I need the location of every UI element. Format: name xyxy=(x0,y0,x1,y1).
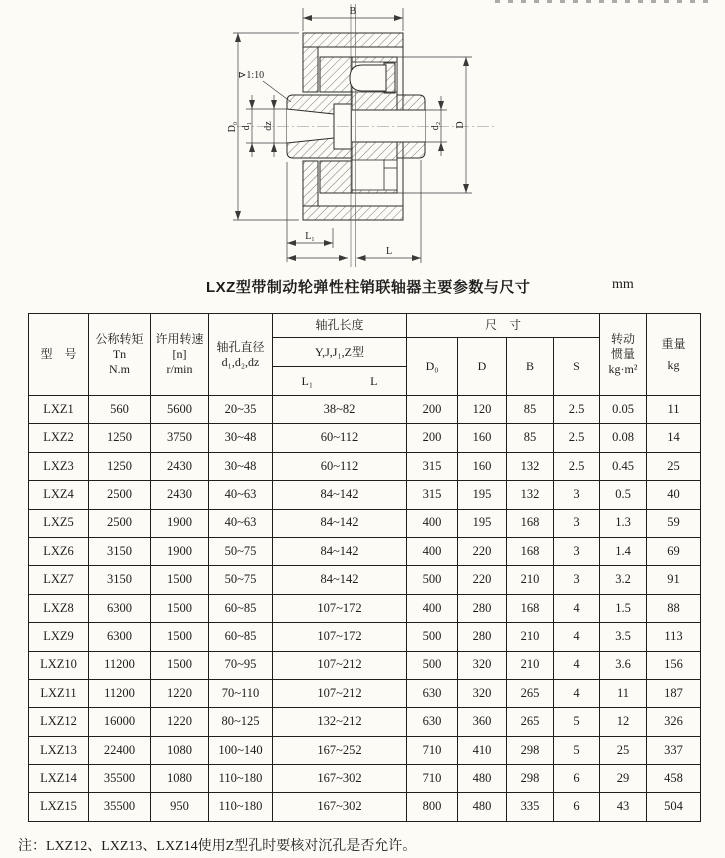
cell-weight: 40 xyxy=(647,481,701,509)
table-row xyxy=(29,481,701,509)
cell-inertia: 3.2 xyxy=(600,566,647,594)
cell-S: 4 xyxy=(554,651,600,679)
header-torque-line2: N.m xyxy=(109,362,130,376)
cell-D0: 710 xyxy=(407,736,458,764)
header-bore-length-types: Y,J,J₁,Z型 xyxy=(273,338,407,367)
page-title: LXZ型带制动轮弹性柱销联轴器主要参数与尺寸 xyxy=(206,279,531,296)
cell-S: 2.5 xyxy=(554,396,600,424)
cell-speed: 1500 xyxy=(151,651,209,679)
cell-model: LXZ1 xyxy=(29,396,89,424)
cell-weight: 458 xyxy=(647,765,701,793)
dim-label-D: D xyxy=(455,121,466,129)
cell-weight: 88 xyxy=(647,594,701,622)
cell-D: 220 xyxy=(458,566,507,594)
cell-bore-diameter: 50~75 xyxy=(209,566,273,594)
cell-torque: 560 xyxy=(89,396,151,424)
cell-inertia: 1.4 xyxy=(600,537,647,565)
header-torque-line1: 公称转矩Tn xyxy=(95,332,144,361)
cell-torque: 6300 xyxy=(89,623,151,651)
header-weight-line2: kg xyxy=(667,357,680,372)
cell-D0: 630 xyxy=(407,708,458,736)
cell-speed: 2430 xyxy=(151,452,209,480)
cell-bore-diameter: 110~180 xyxy=(209,793,273,821)
cell-weight: 156 xyxy=(647,651,701,679)
cell-D: 195 xyxy=(458,481,507,509)
table-row xyxy=(29,424,701,452)
cell-D: 480 xyxy=(458,765,507,793)
cell-inertia: 3.6 xyxy=(600,651,647,679)
taper-leader xyxy=(263,81,291,102)
cell-B: 132 xyxy=(507,452,554,480)
header-weight-line1: 重量 xyxy=(661,336,686,351)
cell-bore-length: 84~142 xyxy=(273,509,407,537)
header-bore-dia-line2: d₁,d₂,dz xyxy=(221,354,260,369)
cell-B: 168 xyxy=(507,537,554,565)
cell-weight: 11 xyxy=(647,396,701,424)
dim-label-B: B xyxy=(349,6,357,17)
cell-bore-length: 84~142 xyxy=(273,566,407,594)
cell-torque: 16000 xyxy=(89,708,151,736)
cell-bore-length: 107~212 xyxy=(273,679,407,707)
cell-D0: 500 xyxy=(407,651,458,679)
cell-inertia: 0.08 xyxy=(600,424,647,452)
header-dim-S: S xyxy=(554,338,600,396)
left-flange-upper xyxy=(320,57,352,92)
cell-inertia: 1.3 xyxy=(600,509,647,537)
cell-inertia: 12 xyxy=(600,708,647,736)
cell-bore-length: 167~302 xyxy=(273,793,407,821)
table-row xyxy=(29,537,701,565)
cell-speed: 1500 xyxy=(151,566,209,594)
cell-weight: 504 xyxy=(647,793,701,821)
cell-D0: 400 xyxy=(407,537,458,565)
cell-B: 335 xyxy=(507,793,554,821)
cell-bore-length: 60~112 xyxy=(273,452,407,480)
cell-bore-diameter: 70~95 xyxy=(209,651,273,679)
cell-speed: 1080 xyxy=(151,765,209,793)
cell-D0: 200 xyxy=(407,424,458,452)
header-dim-D: D xyxy=(458,338,507,396)
cell-speed: 2430 xyxy=(151,481,209,509)
dim-label-L: L xyxy=(385,246,393,257)
cell-B: 132 xyxy=(507,481,554,509)
header-speed-line2: [n] xyxy=(172,347,187,361)
cell-model: LXZ15 xyxy=(29,793,89,821)
cell-torque: 3150 xyxy=(89,537,151,565)
right-bore xyxy=(352,110,425,142)
cell-bore-length: 167~302 xyxy=(273,765,407,793)
header-speed xyxy=(151,314,209,396)
cell-bore-diameter: 50~75 xyxy=(209,537,273,565)
cell-D: 280 xyxy=(458,594,507,622)
header-dim-B: B xyxy=(507,338,554,396)
cell-bore-length: 167~252 xyxy=(273,736,407,764)
cell-inertia: 11 xyxy=(600,679,647,707)
cell-bore-length: 84~142 xyxy=(273,481,407,509)
cell-D: 120 xyxy=(458,396,507,424)
cell-speed: 1500 xyxy=(151,594,209,622)
header-bore-diameter xyxy=(209,314,273,396)
cell-bore-diameter: 40~63 xyxy=(209,481,273,509)
cell-B: 265 xyxy=(507,708,554,736)
table-row xyxy=(29,452,701,480)
cell-D: 195 xyxy=(458,509,507,537)
cell-S: 6 xyxy=(554,793,600,821)
cell-S: 3 xyxy=(554,481,600,509)
cell-weight: 113 xyxy=(647,623,701,651)
header-model xyxy=(29,314,89,396)
header-weight xyxy=(647,314,701,396)
dim-label-d1: d₁ xyxy=(241,121,252,131)
cell-model: LXZ4 xyxy=(29,481,89,509)
cell-weight: 337 xyxy=(647,736,701,764)
header-dimensions: 尺 寸 xyxy=(407,314,600,338)
cell-D: 480 xyxy=(458,793,507,821)
cell-S: 4 xyxy=(554,679,600,707)
cell-bore-diameter: 100~140 xyxy=(209,736,273,764)
table-row xyxy=(29,651,701,679)
table-row xyxy=(29,623,701,651)
cell-B: 210 xyxy=(507,651,554,679)
cell-bore-diameter: 70~110 xyxy=(209,679,273,707)
cell-model: LXZ6 xyxy=(29,537,89,565)
cell-S: 2.5 xyxy=(554,452,600,480)
cell-bore-length: 60~112 xyxy=(273,424,407,452)
cell-inertia: 0.45 xyxy=(600,452,647,480)
cell-D: 160 xyxy=(458,424,507,452)
cell-bore-diameter: 60~85 xyxy=(209,594,273,622)
header-speed-line3: r/min xyxy=(166,362,193,376)
coupling-section-drawing xyxy=(0,0,725,272)
footnote: 注：LXZ12、LXZ13、LXZ14使用Z型孔时要核对沉孔是否允许。 xyxy=(18,839,417,854)
table-row xyxy=(29,793,701,821)
left-bore xyxy=(287,109,334,143)
header-bore-length-l1-l xyxy=(273,367,407,396)
header-L: L xyxy=(370,373,378,388)
cell-D: 320 xyxy=(458,651,507,679)
cell-torque: 6300 xyxy=(89,594,151,622)
cell-S: 3 xyxy=(554,566,600,594)
cell-bore-diameter: 80~125 xyxy=(209,708,273,736)
left-flange-lower xyxy=(320,161,352,193)
header-bore-length: 轴孔长度 xyxy=(273,314,407,338)
cell-D: 410 xyxy=(458,736,507,764)
cell-S: 4 xyxy=(554,594,600,622)
cell-bore-diameter: 30~48 xyxy=(209,424,273,452)
cell-weight: 91 xyxy=(647,566,701,594)
cell-speed: 1500 xyxy=(151,623,209,651)
cell-torque: 1250 xyxy=(89,452,151,480)
cell-inertia: 0.05 xyxy=(600,396,647,424)
cell-B: 210 xyxy=(507,566,554,594)
cell-torque: 1250 xyxy=(89,424,151,452)
cell-bore-diameter: 40~63 xyxy=(209,509,273,537)
cell-speed: 950 xyxy=(151,793,209,821)
cell-weight: 25 xyxy=(647,452,701,480)
cell-inertia: 25 xyxy=(600,736,647,764)
table-body xyxy=(29,396,701,822)
cell-B: 85 xyxy=(507,424,554,452)
unit-label: mm xyxy=(612,277,634,292)
cell-speed: 1900 xyxy=(151,509,209,537)
cell-torque: 22400 xyxy=(89,736,151,764)
dim-label-d2: d₂ xyxy=(430,121,441,131)
pin-bullet xyxy=(350,65,386,91)
cell-weight: 59 xyxy=(647,509,701,537)
cell-B: 168 xyxy=(507,509,554,537)
cell-B: 85 xyxy=(507,396,554,424)
table-row xyxy=(29,736,701,764)
dim-label-L1: L₁ xyxy=(305,231,315,242)
cell-model: LXZ3 xyxy=(29,452,89,480)
cell-inertia: 1.5 xyxy=(600,594,647,622)
cell-bore-diameter: 60~85 xyxy=(209,623,273,651)
cell-D0: 400 xyxy=(407,594,458,622)
cell-D: 320 xyxy=(458,679,507,707)
cell-D: 220 xyxy=(458,537,507,565)
cell-weight: 69 xyxy=(647,537,701,565)
header-L1: L₁ xyxy=(301,373,314,388)
cell-model: LXZ12 xyxy=(29,708,89,736)
cell-B: 210 xyxy=(507,623,554,651)
cell-torque: 11200 xyxy=(89,679,151,707)
drum-web-upper xyxy=(303,47,318,92)
pin-pocket-bottom xyxy=(352,160,397,190)
header-model-label: 型 号 xyxy=(40,347,77,361)
cell-D: 160 xyxy=(458,452,507,480)
taper-note: ⊳1:10 xyxy=(238,70,265,81)
table-row xyxy=(29,509,701,537)
cell-weight: 187 xyxy=(647,679,701,707)
drum-top-band xyxy=(303,33,403,47)
cell-model: LXZ11 xyxy=(29,679,89,707)
cell-bore-length: 84~142 xyxy=(273,537,407,565)
cell-S: 4 xyxy=(554,623,600,651)
header-dim-D0: D₀ xyxy=(407,338,458,396)
cell-S: 2.5 xyxy=(554,424,600,452)
table-row xyxy=(29,594,701,622)
cell-speed: 1900 xyxy=(151,537,209,565)
cell-model: LXZ13 xyxy=(29,736,89,764)
header-inertia-line1: 转动 xyxy=(611,332,636,346)
dim-label-D0: D₀ xyxy=(227,121,238,133)
drum-web-lower xyxy=(303,161,318,206)
cell-torque: 35500 xyxy=(89,765,151,793)
cell-torque: 2500 xyxy=(89,481,151,509)
cell-D0: 710 xyxy=(407,765,458,793)
cell-bore-length: 132~212 xyxy=(273,708,407,736)
cell-bore-diameter: 30~48 xyxy=(209,452,273,480)
cell-inertia: 0.5 xyxy=(600,481,647,509)
elastic-pin xyxy=(350,63,395,93)
cell-bore-length: 38~82 xyxy=(273,396,407,424)
cell-D0: 800 xyxy=(407,793,458,821)
cell-torque: 11200 xyxy=(89,651,151,679)
cell-torque: 35500 xyxy=(89,793,151,821)
cell-speed: 1080 xyxy=(151,736,209,764)
cell-B: 265 xyxy=(507,679,554,707)
drum-bottom-band xyxy=(303,206,403,220)
cell-D: 360 xyxy=(458,708,507,736)
parameters-table xyxy=(28,313,701,822)
cell-model: LXZ9 xyxy=(29,623,89,651)
cell-S: 5 xyxy=(554,708,600,736)
header-inertia xyxy=(600,314,647,396)
cell-S: 3 xyxy=(554,537,600,565)
cell-model: LXZ5 xyxy=(29,509,89,537)
cell-torque: 3150 xyxy=(89,566,151,594)
header-speed-line1: 许用转速 xyxy=(155,332,204,346)
header-inertia-line3: kg·m² xyxy=(608,362,638,376)
table-row xyxy=(29,396,701,424)
cell-bore-diameter: 110~180 xyxy=(209,765,273,793)
cell-D0: 500 xyxy=(407,623,458,651)
table-row xyxy=(29,765,701,793)
table-row xyxy=(29,679,701,707)
cell-bore-diameter: 20~35 xyxy=(209,396,273,424)
cell-B: 298 xyxy=(507,736,554,764)
cell-model: LXZ8 xyxy=(29,594,89,622)
cell-S: 3 xyxy=(554,509,600,537)
table-row xyxy=(29,566,701,594)
cell-D0: 500 xyxy=(407,566,458,594)
cell-B: 168 xyxy=(507,594,554,622)
cell-weight: 326 xyxy=(647,708,701,736)
cell-D: 280 xyxy=(458,623,507,651)
header-bore-dia-line1: 轴孔直径 xyxy=(216,339,265,354)
cell-torque: 2500 xyxy=(89,509,151,537)
cell-inertia: 3.5 xyxy=(600,623,647,651)
dim-label-dz: dz xyxy=(263,121,274,131)
cell-bore-length: 107~172 xyxy=(273,623,407,651)
cell-B: 298 xyxy=(507,765,554,793)
cell-model: LXZ7 xyxy=(29,566,89,594)
header-torque xyxy=(89,314,151,396)
cell-D0: 630 xyxy=(407,679,458,707)
cell-S: 5 xyxy=(554,736,600,764)
table-row xyxy=(29,708,701,736)
cell-speed: 1220 xyxy=(151,708,209,736)
cell-speed: 5600 xyxy=(151,396,209,424)
cell-bore-length: 107~212 xyxy=(273,651,407,679)
cell-D0: 315 xyxy=(407,481,458,509)
cell-bore-length: 107~172 xyxy=(273,594,407,622)
cell-D0: 315 xyxy=(407,452,458,480)
title-row xyxy=(0,276,725,296)
cell-D0: 400 xyxy=(407,509,458,537)
cell-model: LXZ2 xyxy=(29,424,89,452)
header-inertia-line2: 惯量 xyxy=(611,347,636,361)
cell-speed: 3750 xyxy=(151,424,209,452)
cell-D0: 200 xyxy=(407,396,458,424)
cell-model: LXZ14 xyxy=(29,765,89,793)
cell-weight: 14 xyxy=(647,424,701,452)
cell-speed: 1220 xyxy=(151,679,209,707)
cell-S: 6 xyxy=(554,765,600,793)
cell-inertia: 29 xyxy=(600,765,647,793)
cell-inertia: 43 xyxy=(600,793,647,821)
cell-model: LXZ10 xyxy=(29,651,89,679)
